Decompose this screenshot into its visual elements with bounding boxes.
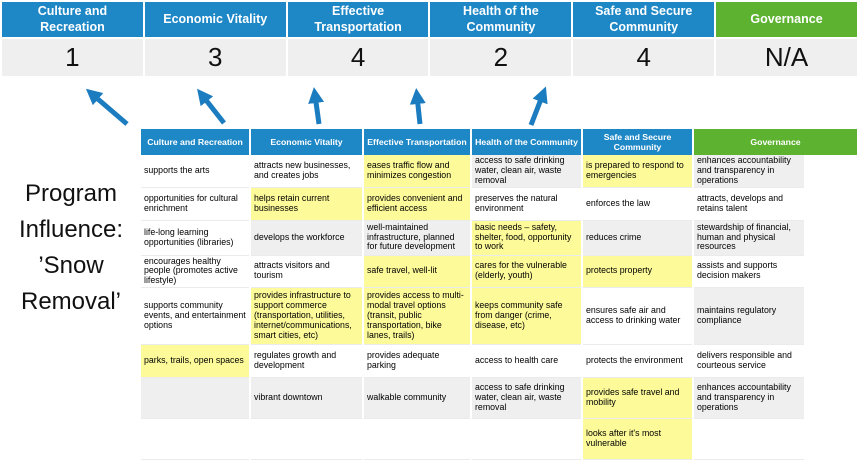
matrix-cell-r5-c2: provides infrastructure to support commerce (transportation, utilities, internet/communications, smart cities, etc): [250, 288, 363, 345]
arrow-safe-and-secure-community: [531, 94, 543, 125]
arrow-health-of-the-community: [417, 96, 420, 124]
summary-score-governance: N/A: [716, 39, 857, 76]
matrix-header-culture-and-recreation: Culture and Recreation: [141, 129, 250, 155]
matrix-header-governance: Governance: [693, 129, 858, 155]
matrix-cell-r8-c3: [363, 419, 471, 460]
matrix-filler-cell-r5: [805, 288, 858, 345]
summary-header-governance: Governance: [716, 2, 857, 37]
matrix-cell-r5-c1: supports community events, and entertainment options: [141, 288, 250, 345]
matrix-cell-r1-c4: access to safe drinking water, clean air, waste removal: [471, 155, 582, 187]
matrix-cell-r3-c6: stewardship of financial, human and physical resources: [693, 220, 805, 255]
matrix-row-2: [141, 187, 858, 220]
matrix-cell-r2-c1: opportunities for cultural enrichment: [141, 187, 250, 220]
matrix-cell-r7-c2: vibrant downtown: [250, 378, 363, 419]
matrix-cell-r2-c3: provides convenient and efficient access: [363, 187, 471, 220]
matrix-cell-r7-c6: enhances accountability and transparency in operations: [693, 378, 805, 419]
matrix-cell-r7-c4: access to safe drinking water, clean air, waste removal: [471, 378, 582, 419]
matrix-filler-cell-r8: [805, 419, 858, 460]
matrix-cell-r2-c5: enforces the law: [582, 187, 693, 220]
influence-arrows: [0, 78, 859, 132]
matrix-cell-r6-c4: access to health care: [471, 345, 582, 378]
matrix-cell-r5-c4: keeps community safe from danger (crime, disease, etc): [471, 288, 582, 345]
matrix-cell-r5-c6: maintains regulatory compliance: [693, 288, 805, 345]
matrix-cell-r7-c5: provides safe travel and mobility: [582, 378, 693, 419]
matrix-cell-r6-c6: delivers responsible and courteous service: [693, 345, 805, 378]
matrix-cell-r4-c6: assists and supports decision makers: [693, 255, 805, 288]
summary-score-effective-transportation: 4: [288, 39, 429, 76]
matrix-row-3: [141, 220, 858, 255]
summary-score-safe-and-secure-community: 4: [573, 39, 714, 76]
matrix-cell-r4-c4: cares for the vulnerable (elderly, youth): [471, 255, 582, 288]
matrix-cell-r4-c5: protects property: [582, 255, 693, 288]
matrix-filler-cell-r4: [805, 255, 858, 288]
matrix-row-5: [141, 288, 858, 345]
program-label-line-3: ’Snow: [38, 252, 104, 279]
program-label-line-4: Removal’: [20, 288, 122, 315]
arrow-culture-and-recreation: [92, 94, 127, 124]
matrix-filler-cell-r3: [805, 220, 858, 255]
matrix-filler-cell-r1: [805, 155, 858, 187]
matrix-cell-r6-c2: regulates growth and development: [250, 345, 363, 378]
summary-header-economic-vitality: Economic Vitality: [145, 2, 286, 37]
matrix-header-health-of-the-community: Health of the Community: [471, 129, 582, 155]
matrix-cell-r4-c2: attracts visitors and tourism: [250, 255, 363, 288]
matrix-header-safe-and-secure-community: Safe and Secure Community: [582, 129, 693, 155]
program-influence-label: [0, 176, 142, 320]
matrix-cell-r3-c3: well-maintained infrastructure, planned for future development: [363, 220, 471, 255]
summary-header-culture-and-recreation: Culture and Recreation: [2, 2, 143, 37]
matrix-row-6: [141, 345, 858, 378]
matrix-row-4: [141, 255, 858, 288]
matrix-cell-r3-c1: life-long learning opportunities (libraries): [141, 220, 250, 255]
matrix-cell-r8-c2: [250, 419, 363, 460]
matrix-cell-r2-c4: preserves the natural environment: [471, 187, 582, 220]
influence-matrix: [141, 129, 859, 460]
program-label-line-1: Program: [24, 180, 118, 207]
matrix-cell-r1-c3: eases traffic flow and minimizes congestion: [363, 155, 471, 187]
summary-header-effective-transportation: Effective Transportation: [288, 2, 429, 37]
matrix-cell-r6-c5: protects the environment: [582, 345, 693, 378]
matrix-cell-r4-c3: safe travel, well-lit: [363, 255, 471, 288]
matrix-header-economic-vitality: Economic Vitality: [250, 129, 363, 155]
matrix-cell-r1-c2: attracts new businesses, and creates jobs: [250, 155, 363, 187]
arrow-economic-vitality: [202, 95, 224, 123]
matrix-cell-r5-c3: provides access to multi-modal travel options (transit, public transportation, bike lanes, trails): [363, 288, 471, 345]
matrix-cell-r1-c6: enhances accountability and transparency in operations: [693, 155, 805, 187]
matrix-cell-r8-c1: [141, 419, 250, 460]
matrix-cell-r4-c1: encourages healthy people (promotes active lifestyle): [141, 255, 250, 288]
matrix-filler-cell-r2: [805, 187, 858, 220]
matrix-cell-r1-c5: is prepared to respond to emergencies: [582, 155, 693, 187]
summary-header-health-of-the-community: Health of the Community: [430, 2, 571, 37]
summary-score-health-of-the-community: 2: [430, 39, 571, 76]
matrix-cell-r8-c4: [471, 419, 582, 460]
summary-score-culture-and-recreation: 1: [2, 39, 143, 76]
summary-header-safe-and-secure-community: Safe and Secure Community: [573, 2, 714, 37]
summary-score-economic-vitality: 3: [145, 39, 286, 76]
matrix-cell-r1-c1: supports the arts: [141, 155, 250, 187]
matrix-cell-r3-c5: reduces crime: [582, 220, 693, 255]
arrow-effective-transportation: [315, 95, 319, 124]
matrix-filler-cell-r6: [805, 345, 858, 378]
matrix-cell-r6-c1: parks, trails, open spaces: [141, 345, 250, 378]
matrix-cell-r5-c5: ensures safe air and access to drinking water: [582, 288, 693, 345]
matrix-cell-r2-c6: attracts, develops and retains talent: [693, 187, 805, 220]
matrix-cell-r7-c3: walkable community: [363, 378, 471, 419]
matrix-cell-r3-c2: develops the workforce: [250, 220, 363, 255]
matrix-row-8: [141, 419, 858, 460]
matrix-cell-r3-c4: basic needs – safety, shelter, food, opportunity to work: [471, 220, 582, 255]
matrix-cell-r6-c3: provides adequate parking: [363, 345, 471, 378]
matrix-cell-r2-c2: helps retain current businesses: [250, 187, 363, 220]
matrix-filler-cell-r7: [805, 378, 858, 419]
matrix-row-1: [141, 155, 858, 187]
summary-score-row: [2, 39, 857, 76]
matrix-header-effective-transportation: Effective Transportation: [363, 129, 471, 155]
matrix-row-7: [141, 378, 858, 419]
matrix-cell-r8-c5: looks after it's most vulnerable: [582, 419, 693, 460]
influence-matrix-table: [141, 129, 859, 460]
matrix-cell-r7-c1: [141, 378, 250, 419]
summary-header-row: [2, 2, 857, 37]
matrix-cell-r8-c6: [693, 419, 805, 460]
program-label-line-2: Influence:: [18, 216, 124, 243]
